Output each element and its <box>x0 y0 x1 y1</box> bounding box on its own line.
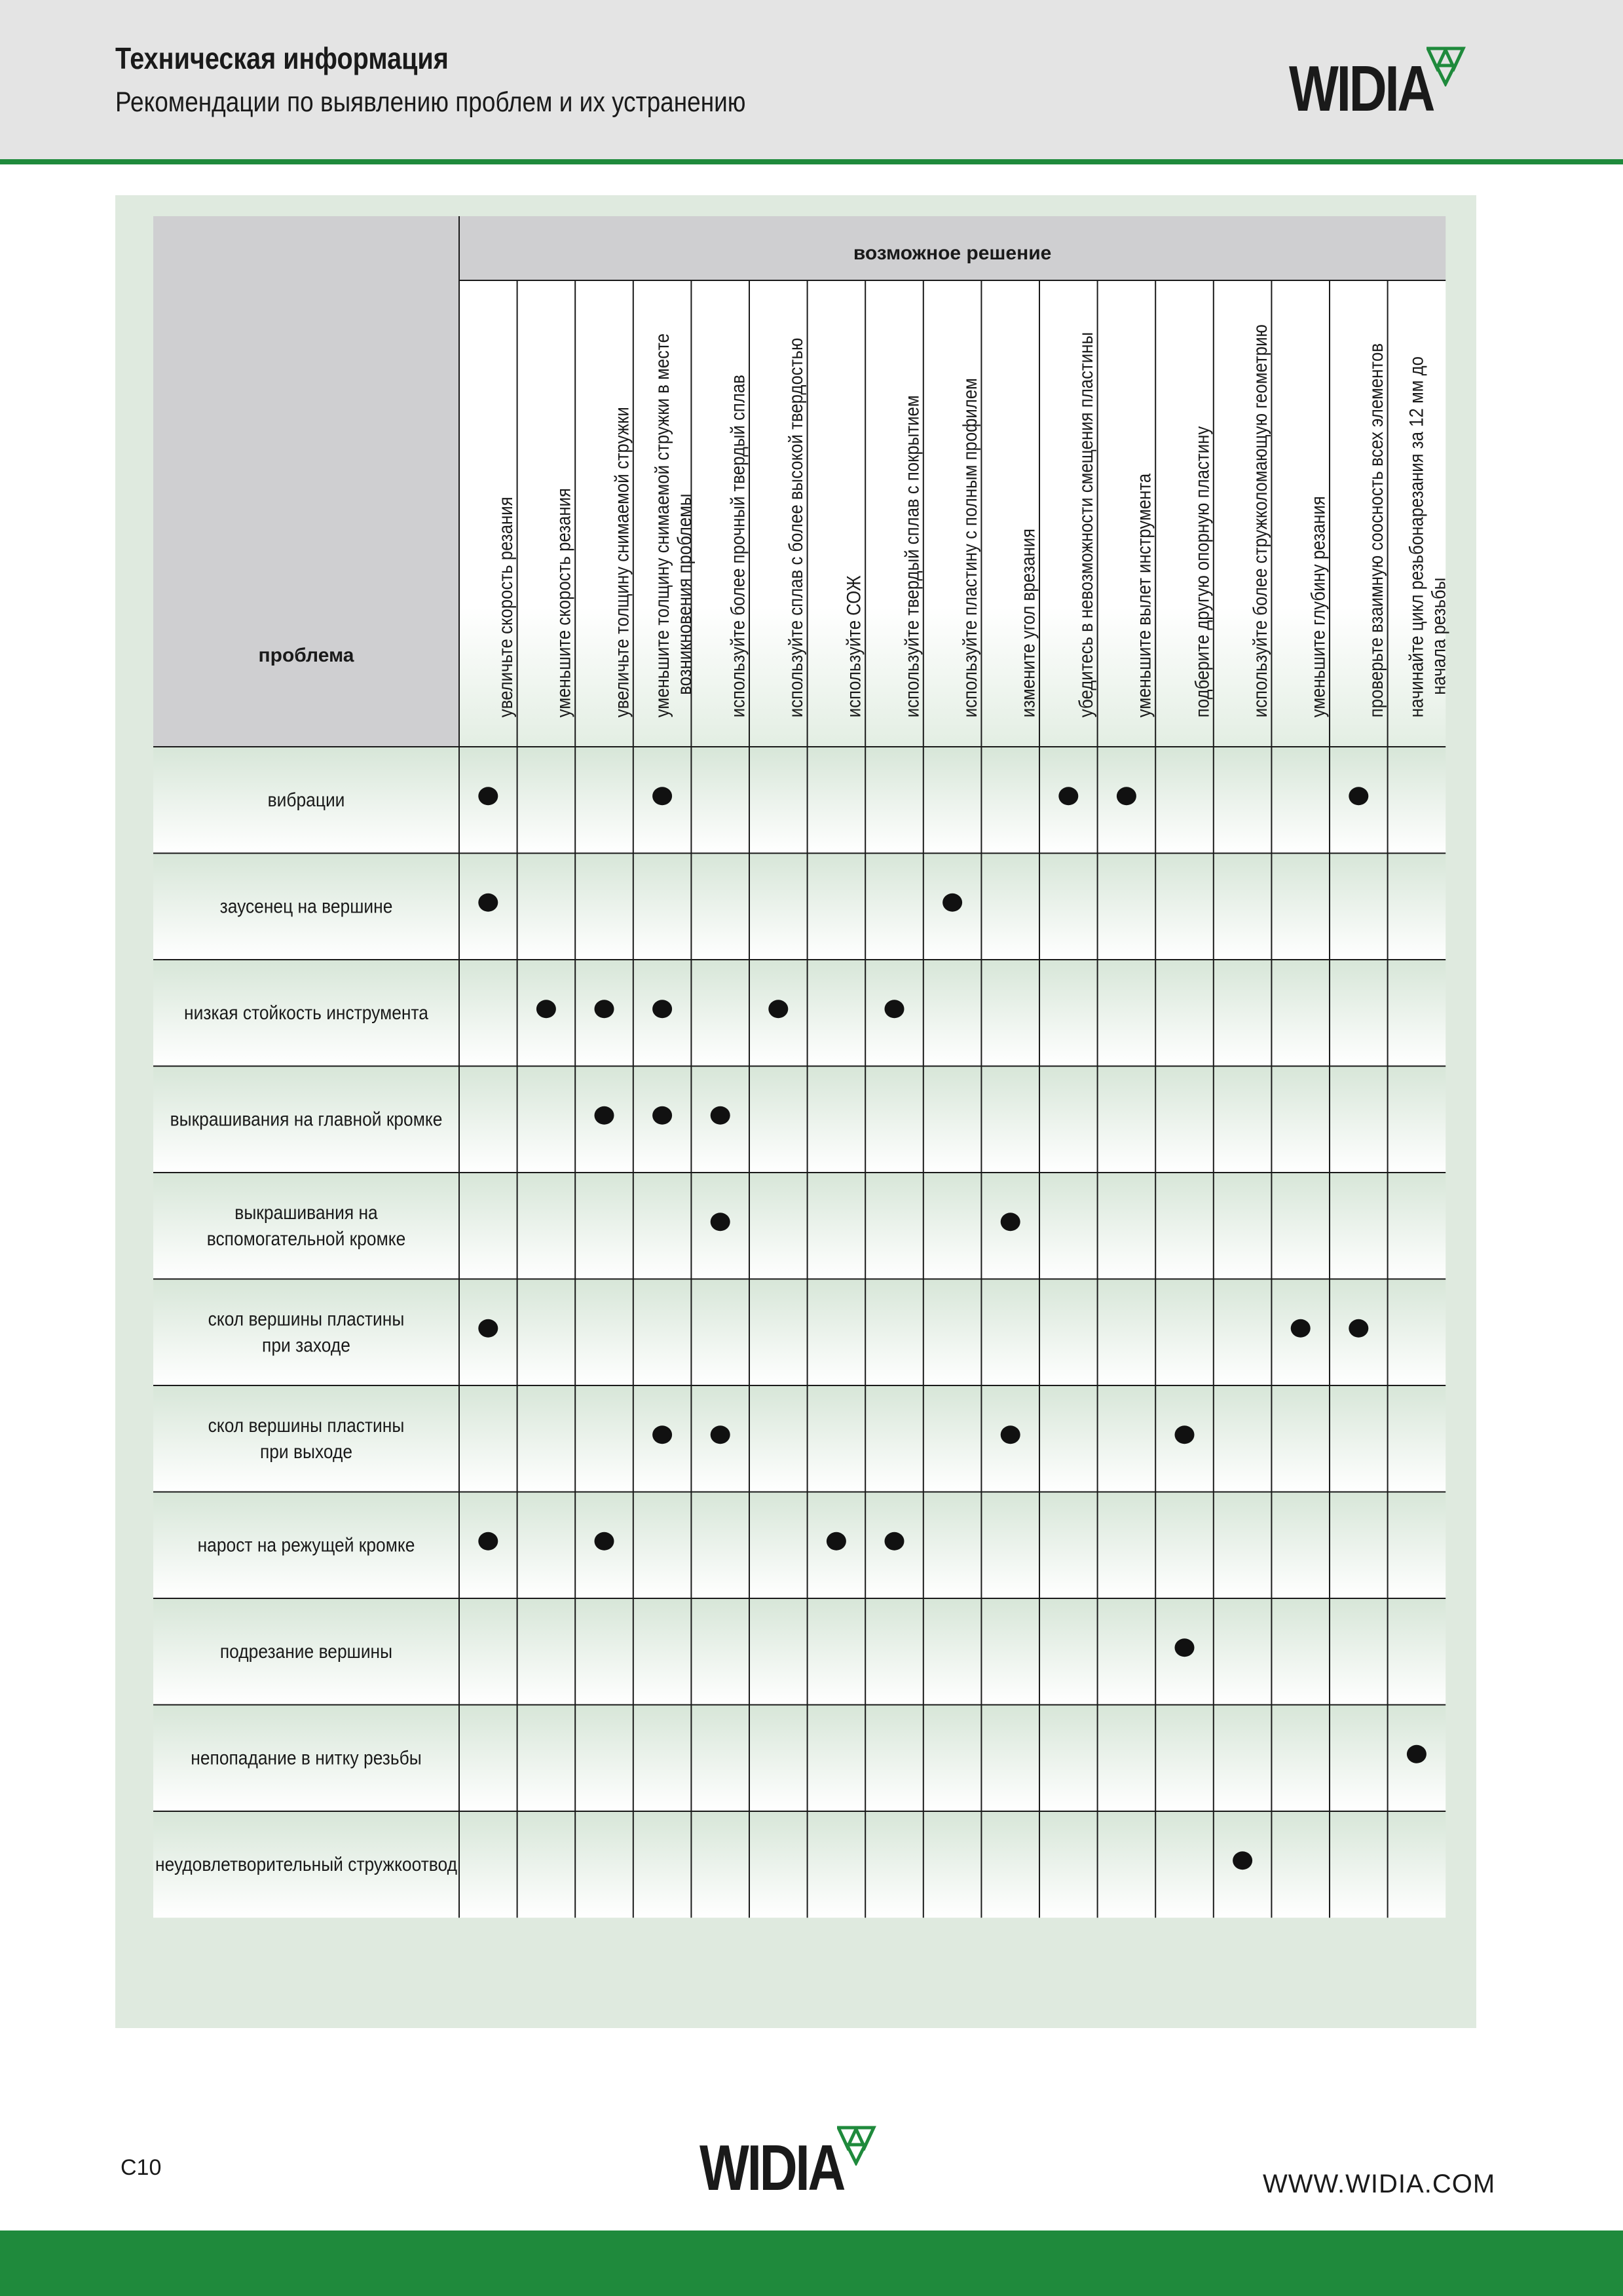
solution-column-label <box>553 488 574 717</box>
solution-column-label-line: проверьте взаимную соосность всех элементов <box>1365 343 1387 718</box>
table-row <box>153 1173 1446 1279</box>
problem-label <box>170 1108 443 1130</box>
problem-label <box>191 1746 421 1769</box>
website-link[interactable]: WWW.WIDIA.COM <box>1263 2170 1496 2198</box>
logo-wordmark: WIDIA <box>700 2132 844 2204</box>
solution-header-label: возможное решение <box>853 242 1052 264</box>
widia-logo-header <box>1289 52 1475 124</box>
widia-logo-footer <box>700 2132 889 2204</box>
problem-label-line: при выходе <box>259 1440 353 1463</box>
problem-label <box>268 789 345 811</box>
problem-label-line: низкая стойкость инструмента <box>184 1001 428 1024</box>
solution-column-label <box>843 575 865 717</box>
solution-column-label <box>1075 332 1096 717</box>
problem-label <box>155 1853 457 1875</box>
problem-label <box>184 1002 428 1024</box>
problem-label <box>220 895 393 917</box>
solution-column-label-line: используйте более прочный твердый сплав <box>726 375 749 718</box>
logo-triangles-icon <box>837 2125 883 2166</box>
problem-label-line: заусенец на вершине <box>219 895 393 918</box>
solution-mark <box>768 1000 788 1018</box>
solution-mark <box>478 1319 498 1338</box>
solution-column-label-line: измените угол врезания <box>1017 528 1039 718</box>
header-green-rule <box>0 159 1623 164</box>
solution-column-label <box>1365 343 1387 717</box>
solution-mark <box>478 1532 498 1551</box>
solution-column-label-line: увеличьте скорость резания <box>494 497 517 718</box>
solution-mark <box>1349 1319 1368 1338</box>
problem-label-line: непопадание в нитку резьбы <box>191 1746 422 1769</box>
solution-column-label <box>1191 426 1213 717</box>
solution-column-label-line: уменьшите толщину снимаемой стружки в месте <box>651 333 673 718</box>
solution-column-label-line: уменьшите вылет инструмента <box>1132 473 1155 718</box>
solution-column-label-line: используйте сплав с более высокой твердостью <box>785 337 807 718</box>
solution-column-label <box>959 378 980 717</box>
solution-mark <box>595 1000 614 1018</box>
solution-column-label-line: возникновения проблемы <box>673 493 696 695</box>
problem-label-line: скол вершины пластины <box>208 1414 405 1437</box>
document-subtitle: Рекомендации по выявлению проблем и их устранению <box>115 86 746 118</box>
solution-column-label <box>785 338 806 717</box>
problem-label-line: выкрашивания на главной кромке <box>170 1108 443 1131</box>
document-title: Техническая информация <box>115 41 449 75</box>
solution-mark <box>595 1532 614 1551</box>
solution-mark <box>942 894 962 912</box>
logo-triangles-icon <box>1427 46 1472 86</box>
problem-label-line: неудовлетворительный стружкоотвод <box>155 1853 458 1875</box>
solution-column-label <box>494 497 516 717</box>
solution-column-label <box>1249 324 1271 717</box>
solution-mark <box>1175 1638 1195 1657</box>
troubleshooting-panel <box>115 195 1476 2028</box>
problem-label-line: нарост на режущей кромке <box>197 1534 415 1556</box>
problem-label-line: подрезание вершины <box>219 1640 393 1663</box>
solution-mark <box>652 1425 672 1444</box>
solution-mark <box>1117 787 1136 805</box>
problem-header-cell <box>153 216 459 747</box>
problem-label <box>198 1534 415 1556</box>
problem-label-line: при заходе <box>262 1334 350 1357</box>
solution-column-label-line: используйте пластину с полным профилем <box>959 378 981 718</box>
footer-green-bar <box>0 2230 1623 2296</box>
solution-columns-area <box>459 280 1446 747</box>
solution-column-label-line: начала резьбы <box>1427 577 1450 695</box>
solution-column-label-line: уменьшите скорость резания <box>552 487 575 718</box>
solution-mark <box>1001 1425 1020 1444</box>
solution-column-label <box>901 395 923 717</box>
solution-mark <box>711 1213 730 1231</box>
solution-column-label-line: подберите другую опорную пластину <box>1191 426 1213 718</box>
problem-label-line: вспомогательной кромке <box>206 1227 406 1250</box>
troubleshooting-table <box>115 195 1476 2028</box>
solution-column-label-line: используйте СОЖ <box>842 575 865 718</box>
solution-mark <box>652 787 672 805</box>
solution-mark <box>1407 1745 1427 1763</box>
table-row <box>153 747 1446 854</box>
solution-mark <box>1349 787 1368 805</box>
solution-mark <box>711 1106 730 1125</box>
solution-column-label <box>611 407 633 717</box>
problem-label-line: скол вершины пластины <box>208 1308 405 1330</box>
solution-mark <box>478 787 498 805</box>
solution-mark <box>1233 1851 1252 1870</box>
solution-mark <box>1291 1319 1311 1338</box>
solution-column-label <box>727 375 749 717</box>
problem-label-line: вибрации <box>267 788 345 811</box>
solution-column-label-line: начинайте цикл резьбонарезания за 12 мм до <box>1405 356 1428 718</box>
solution-column-label-line: используйте более стружколомающую геометрию <box>1249 324 1271 718</box>
solution-mark <box>478 894 498 912</box>
problem-label-line: выкрашивания на <box>234 1201 378 1224</box>
logo-wordmark: WIDIA <box>1289 52 1434 124</box>
solution-mark <box>711 1425 730 1444</box>
solution-mark <box>536 1000 556 1018</box>
solution-mark <box>652 1000 672 1018</box>
problem-label <box>220 1640 392 1663</box>
solution-column-label-line: используйте твердый сплав с покрытием <box>901 395 923 718</box>
solution-column-label-line: уменьшите глубину резания <box>1307 496 1329 718</box>
table-row <box>153 1385 1446 1492</box>
solution-column-label-line: убедитесь в невозможности смещения пластины <box>1075 331 1097 718</box>
solution-column-label <box>1017 529 1039 717</box>
solution-mark <box>885 1532 905 1551</box>
solution-mark <box>1175 1425 1195 1444</box>
solution-column-label <box>1307 496 1329 717</box>
table-row <box>153 1279 1446 1386</box>
solution-mark <box>827 1532 846 1551</box>
solution-mark <box>652 1106 672 1125</box>
solution-mark <box>885 1000 905 1018</box>
solution-mark <box>595 1106 614 1125</box>
solution-mark <box>1058 787 1078 805</box>
solution-column-label-line: увеличьте толщину снимаемой стружки <box>610 407 633 718</box>
solution-mark <box>1001 1213 1020 1231</box>
solution-column-label <box>1133 473 1155 717</box>
page-number: C10 <box>121 2155 162 2180</box>
problem-header-label: проблема <box>258 645 354 666</box>
